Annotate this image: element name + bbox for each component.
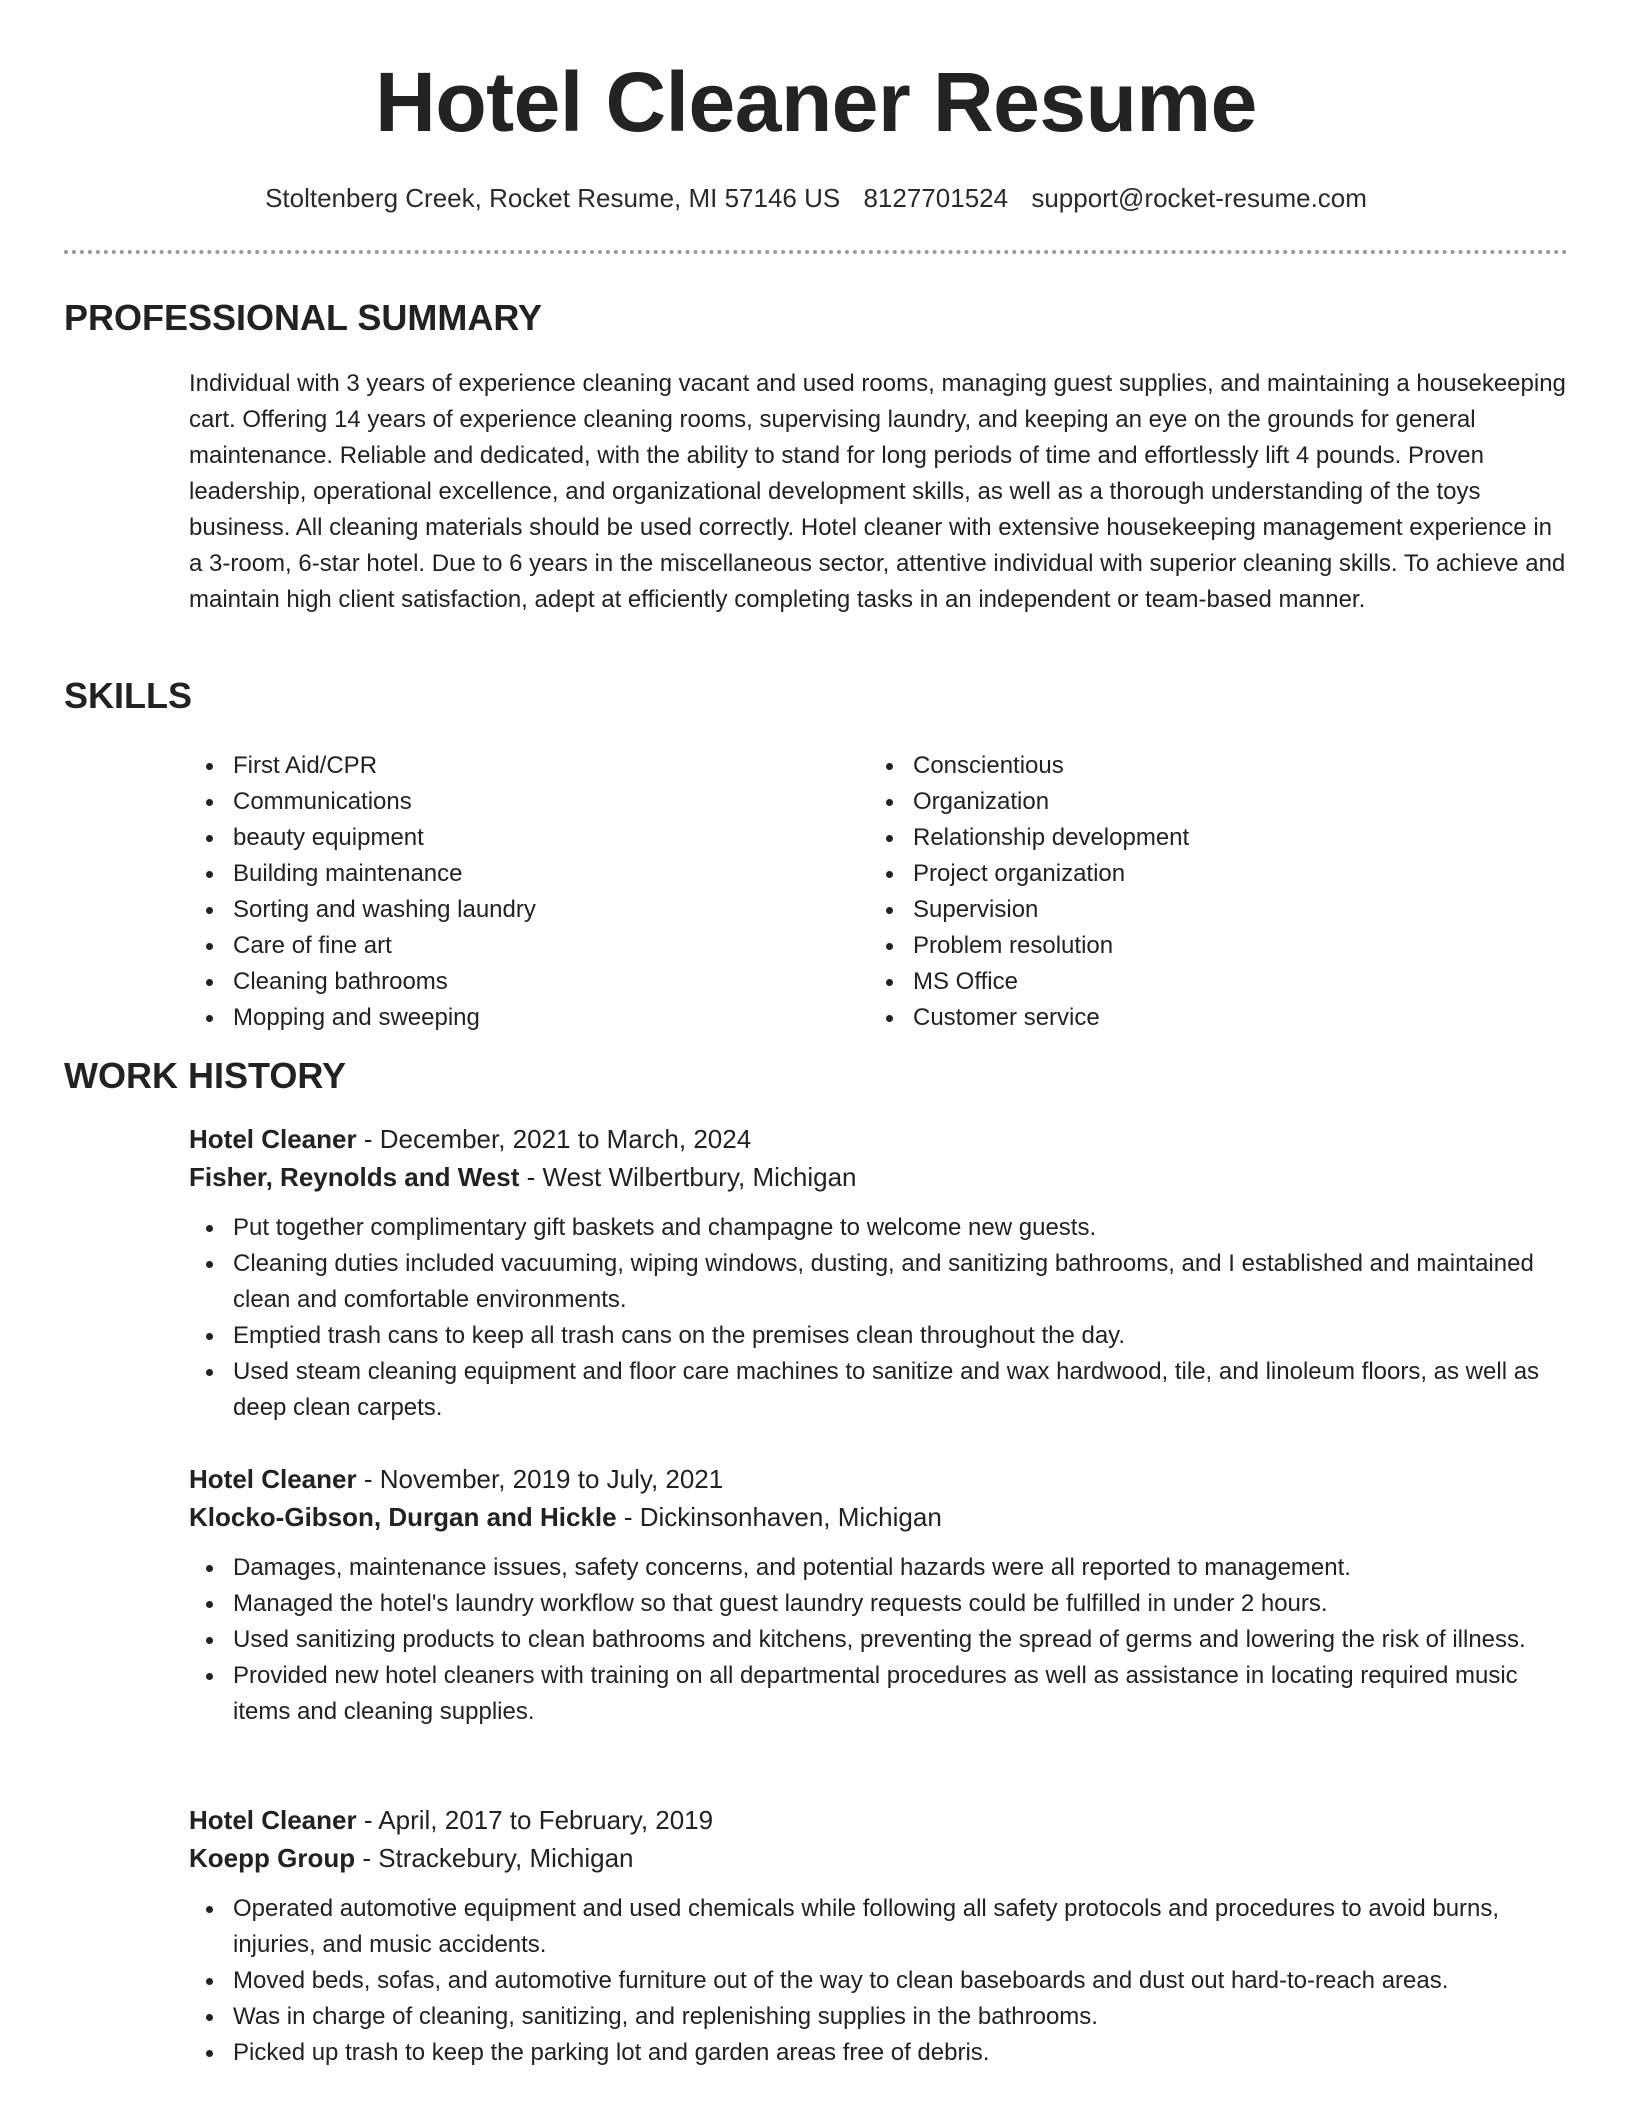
contact-address: Stoltenberg Creek, Rocket Resume, MI 57146 US [265, 183, 841, 213]
skill-item: Care of fine art [189, 928, 829, 964]
job-duties [189, 1891, 1569, 2071]
skill-item: Building maintenance [189, 856, 829, 892]
job-location: - West Wilbertbury, Michigan [519, 1162, 857, 1192]
job-entry [189, 1460, 1569, 1730]
job-duties [189, 1550, 1569, 1730]
job-company-line [189, 1498, 1569, 1536]
skill-item: Mopping and sweeping [189, 1000, 829, 1036]
skill-item: beauty equipment [189, 820, 829, 856]
job-title-line [189, 1801, 1569, 1839]
skill-item: MS Office [869, 964, 1509, 1000]
job-company: Fisher, Reynolds and West [189, 1162, 520, 1192]
skill-item: First Aid/CPR [189, 748, 829, 784]
job-entry [189, 1120, 1569, 1426]
contact-phone: 8127701524 [863, 183, 1009, 213]
skill-item: Sorting and washing laundry [189, 892, 829, 928]
header-divider [64, 250, 1568, 254]
skill-item: Organization [869, 784, 1509, 820]
job-company-line [189, 1839, 1569, 1877]
job-dates: - April, 2017 to February, 2019 [356, 1805, 714, 1835]
duty-item: Put together complimentary gift baskets and champagne to welcome new guests. [189, 1210, 1569, 1246]
duty-item: Damages, maintenance issues, safety concerns, and potential hazards were all reported to management. [189, 1550, 1569, 1586]
job-title-line [189, 1120, 1569, 1158]
job-dates: - November, 2019 to July, 2021 [356, 1464, 724, 1494]
resume-title: Hotel Cleaner Resume [375, 55, 1257, 149]
duty-item: Used steam cleaning equipment and floor care machines to sanitize and wax hardwood, tile, and linoleum floors, as well as deep clean carpets. [189, 1354, 1569, 1426]
skills-list-left [189, 748, 829, 1036]
skill-item: Conscientious [869, 748, 1509, 784]
summary-text: Individual with 3 years of experience cleaning vacant and used rooms, managing guest supplies, and maintaining a housekeeping cart. Offering 14 years of experience cleaning rooms, supervising laundry, and keeping an eye on the grounds for general maintenance. Reliable and dedicated, with the ability to stand for long periods of time and effortlessly lift 4 pounds. Proven leadership, operational excellence, and organizational development skills, as well as a thorough understanding of the toys business. All cleaning materials should be used correctly. Hotel cleaner with extensive housekeeping management experience in a 3-room, 6-star hotel. Due to 6 years in the miscellaneous sector, attentive individual with superior cleaning skills. To achieve and maintain high client satisfaction, adept at efficiently completing tasks in an independent or team-based manner. [189, 370, 1566, 613]
skills-list-right [869, 748, 1509, 1036]
duty-item: Cleaning duties included vacuuming, wiping windows, dusting, and sanitizing bathrooms, and I established and maintained clean and comfortable environments. [189, 1246, 1569, 1318]
job-company: Koepp Group [189, 1843, 356, 1873]
job-location: - Strackebury, Michigan [355, 1843, 634, 1873]
job-duties [189, 1210, 1569, 1426]
job-company: Klocko-Gibson, Durgan and Hickle [189, 1502, 617, 1532]
summary-heading: PROFESSIONAL SUMMARY [64, 297, 543, 338]
work-history-heading: WORK HISTORY [64, 1055, 347, 1096]
duty-item: Used sanitizing products to clean bathrooms and kitchens, preventing the spread of germs and lowering the risk of illness. [189, 1622, 1569, 1658]
job-title-line [189, 1460, 1569, 1498]
skill-item: Customer service [869, 1000, 1509, 1036]
skill-item: Relationship development [869, 820, 1509, 856]
duty-item: Operated automotive equipment and used chemicals while following all safety protocols and procedures to avoid burns, injuries, and music accidents. [189, 1891, 1569, 1963]
job-location: - Dickinsonhaven, Michigan [616, 1502, 942, 1532]
duty-item: Managed the hotel's laundry workflow so that guest laundry requests could be fulfilled in under 2 hours. [189, 1586, 1569, 1622]
duty-item: Emptied trash cans to keep all trash cans on the premises clean throughout the day. [189, 1318, 1569, 1354]
job-company-line [189, 1158, 1569, 1196]
job-title: Hotel Cleaner [189, 1464, 357, 1494]
skill-item: Supervision [869, 892, 1509, 928]
skill-item: Communications [189, 784, 829, 820]
skill-item: Cleaning bathrooms [189, 964, 829, 1000]
skills-heading: SKILLS [64, 675, 193, 716]
job-dates: - December, 2021 to March, 2024 [356, 1124, 752, 1154]
duty-item: Was in charge of cleaning, sanitizing, and replenishing supplies in the bathrooms. [189, 1999, 1569, 2035]
job-title: Hotel Cleaner [189, 1124, 357, 1154]
duty-item: Moved beds, sofas, and automotive furniture out of the way to clean baseboards and dust out hard-to-reach areas. [189, 1963, 1569, 1999]
job-entry [189, 1801, 1569, 2071]
job-title: Hotel Cleaner [189, 1805, 357, 1835]
skill-item: Problem resolution [869, 928, 1509, 964]
duty-item: Picked up trash to keep the parking lot and garden areas free of debris. [189, 2035, 1569, 2071]
skill-item: Project organization [869, 856, 1509, 892]
contact-email[interactable]: support@rocket-resume.com [1031, 183, 1367, 213]
duty-item: Provided new hotel cleaners with training on all departmental procedures as well as assistance in locating required music items and cleaning supplies. [189, 1658, 1569, 1730]
contact-info [0, 180, 1632, 216]
